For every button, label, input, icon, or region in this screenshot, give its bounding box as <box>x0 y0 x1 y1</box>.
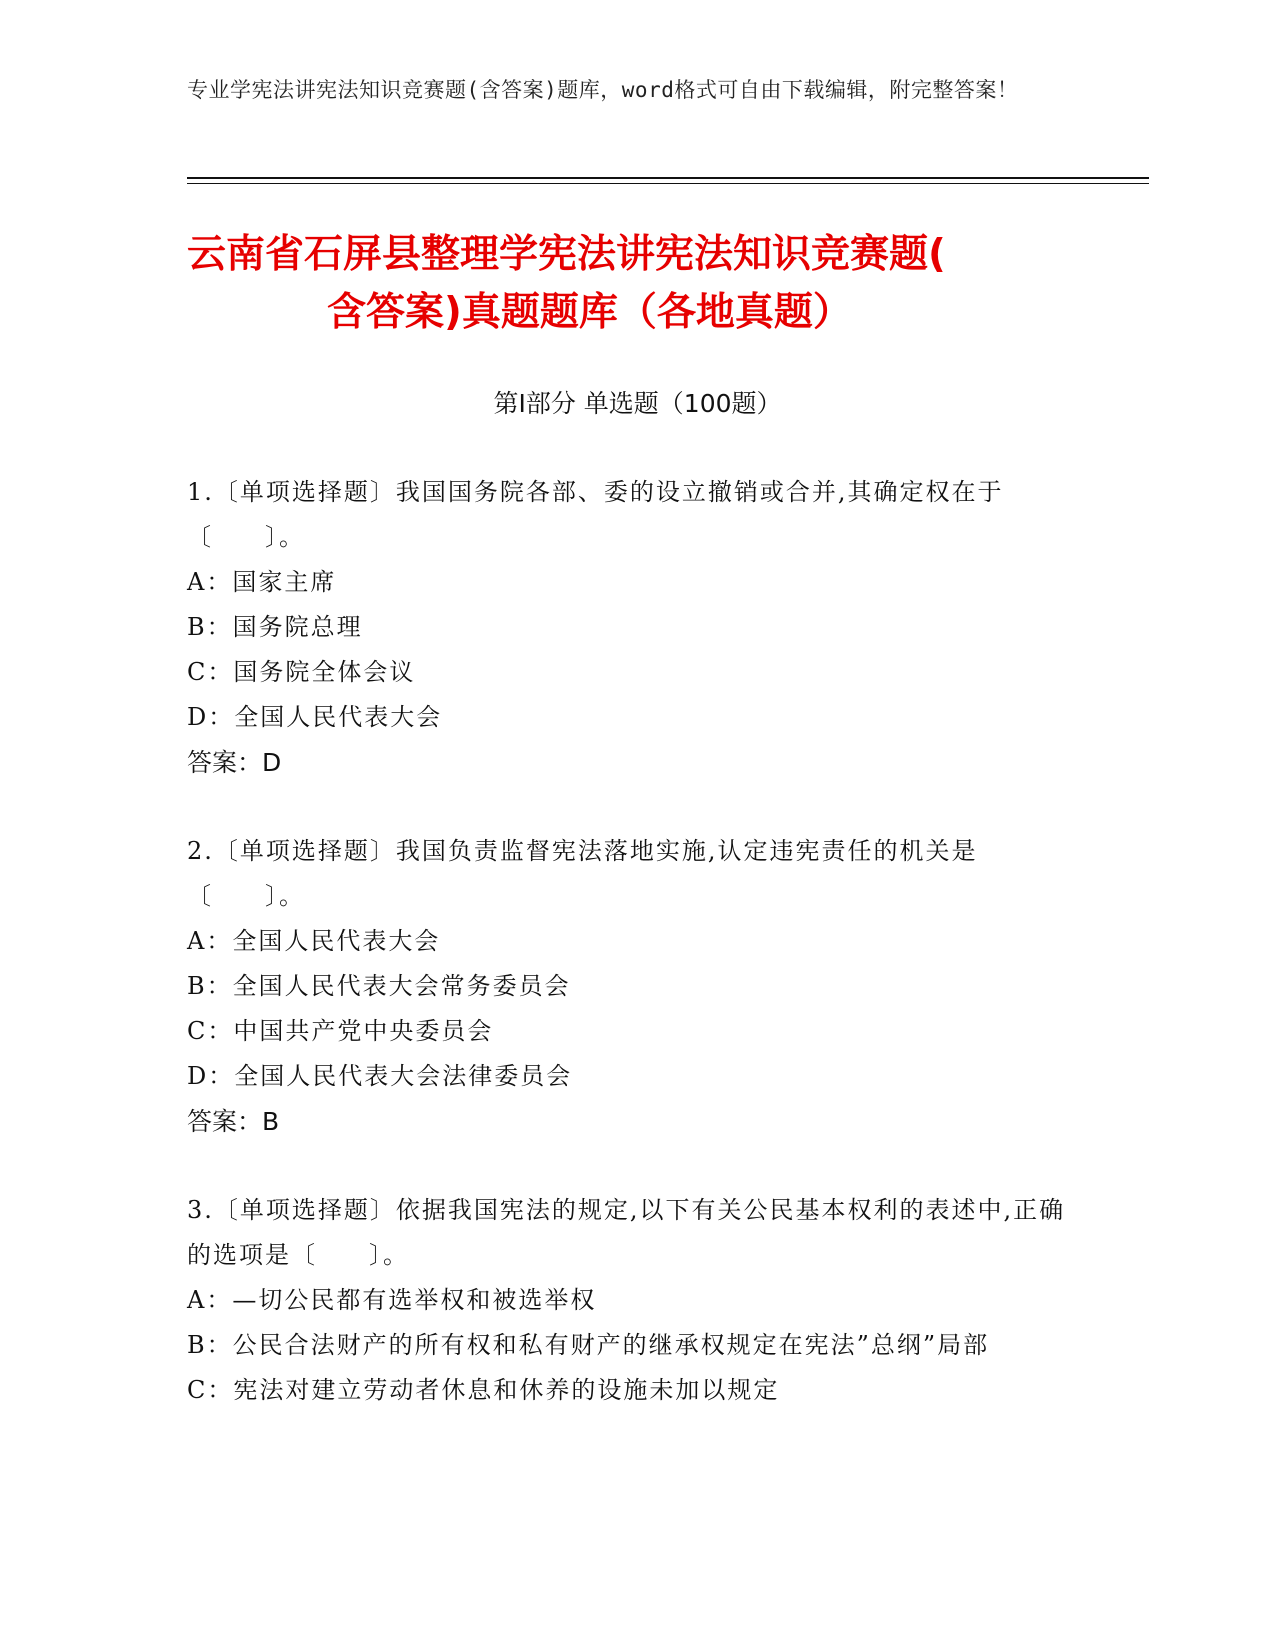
question-list <box>187 470 1067 1457</box>
option-c: C：宪法对建立劳动者休息和休养的设施未加以规定 <box>187 1376 780 1404</box>
question-1 <box>187 470 1067 785</box>
answer: 答案：B <box>187 1107 280 1136</box>
answer: 答案：D <box>187 748 282 777</box>
option-d: D：全国人民代表大会 <box>187 703 443 731</box>
option-b: B：全国人民代表大会常务委员会 <box>187 972 571 1000</box>
question-3 <box>187 1188 1067 1413</box>
header-note: 专业学宪法讲宪法知识竞赛题(含答案)题库，word格式可自由下载编辑，附完整答案！ <box>187 78 1019 102</box>
option-a: A：全国人民代表大会 <box>187 927 441 955</box>
option-a: A：—切公民都有选举权和被选举权 <box>187 1286 597 1314</box>
question-text: 1.〔单项选择题〕我国国务院各部、委的设立撤销或合并,其确定权在于〔 〕。 <box>187 478 1004 551</box>
header-divider-thin <box>187 183 1149 184</box>
document-title-line-2: 含答案)真题题库（各地真题） <box>327 290 852 335</box>
header-divider-thick <box>187 177 1149 179</box>
option-b: B：公民合法财产的所有权和私有财产的继承权规定在宪法”总纲”局部 <box>187 1331 990 1359</box>
option-c: C：中国共产党中央委员会 <box>187 1017 494 1045</box>
option-c: C：国务院全体会议 <box>187 658 416 686</box>
question-text: 2.〔单项选择题〕我国负责监督宪法落地实施,认定违宪责任的机关是〔 〕。 <box>187 837 978 910</box>
document-title <box>187 226 1087 342</box>
section-title: 第Ⅰ部分 单选题（100题） <box>493 389 782 418</box>
option-a: A：国家主席 <box>187 568 337 596</box>
question-text: 3.〔单项选择题〕依据我国宪法的规定,以下有关公民基本权利的表述中,正确的选项是〔 〕。 <box>187 1196 1066 1269</box>
document-title-line-1: 云南省石屏县整理学宪法讲宪法知识竞赛题( <box>187 232 946 277</box>
option-d: D：全国人民代表大会法律委员会 <box>187 1062 573 1090</box>
question-2 <box>187 829 1067 1144</box>
option-b: B：国务院总理 <box>187 613 363 641</box>
